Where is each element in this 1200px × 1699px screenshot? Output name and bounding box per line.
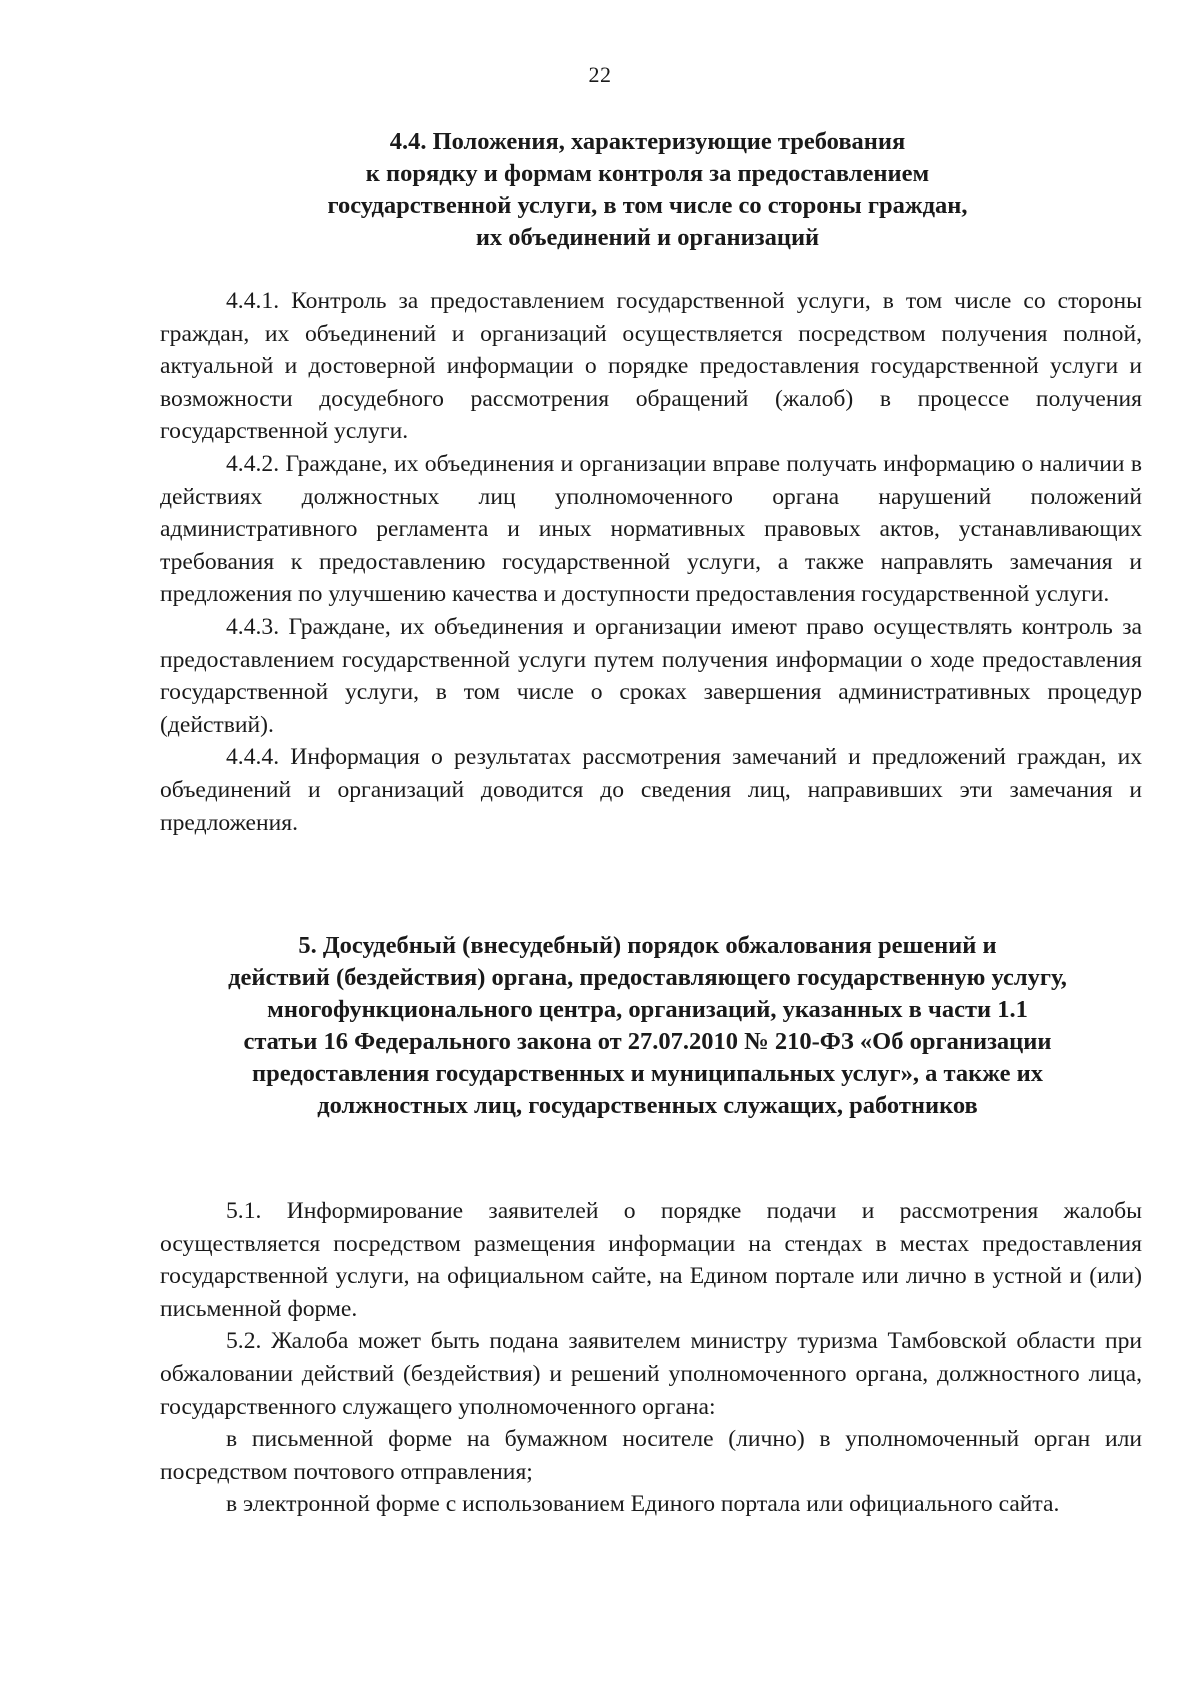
- heading-line: их объединений и организаций: [475, 224, 820, 251]
- paragraph-4-4-4: 4.4.4. Информация о результатах рассмотрения замечаний и предложений граждан, их объединений и организаций доводится до сведения лиц, направивших эти замечания и предложения.: [160, 744, 1142, 836]
- heading-line: действий (бездействия) органа, предоставляющего государственную услугу,: [228, 964, 1067, 991]
- section-4-4-body: [160, 285, 1142, 839]
- page-number: 22: [588, 62, 612, 87]
- section-4-4-heading: [150, 126, 1145, 254]
- section-5-body: [160, 1195, 1142, 1521]
- paragraph-5-2-written: в письменной форме на бумажном носителе (лично) в уполномоченный орган или посредством почтового отправления;: [160, 1426, 1142, 1485]
- heading-line: должностных лиц, государственных служащих, работников: [317, 1092, 978, 1119]
- paragraph-5-1: 5.1. Информирование заявителей о порядке подачи и рассмотрения жалобы осуществляется посредством размещения информации на стендах в местах предоставления государственной услуги, на официальном сайте, на Едином портале или лично в устной и (или) письменной форме.: [160, 1198, 1142, 1322]
- paragraph-4-4-1: 4.4.1. Контроль за предоставлением государственной услуги, в том числе со стороны граждан, их объединений и организаций осуществляется посредством получения полной, актуальной и достоверной информации о порядке предоставления государственной услуги и возможности досудебного рассмотрения обращений (жалоб) в процессе получения государственной услуги.: [160, 288, 1142, 445]
- paragraph-5-2: 5.2. Жалоба может быть подана заявителем министру туризма Тамбовской области при обжаловании действий (бездействия) и решений уполномоченного органа, должностного лица, государственного служащего уполномоченного органа:: [160, 1328, 1142, 1420]
- heading-line: 4.4. Положения, характеризующие требования: [389, 128, 906, 155]
- paragraph-4-4-3: 4.4.3. Граждане, их объединения и организации имеют право осуществлять контроль за предоставлением государственной услуги путем получения информации о ходе предоставления государственной услуги, в том числе о сроках завершения административных процедур (действий).: [160, 613, 1142, 738]
- heading-line: предоставления государственных и муниципальных услуг», а также их: [252, 1060, 1043, 1087]
- heading-line: государственной услуги, в том числе со стороны граждан,: [327, 192, 968, 219]
- heading-line: 5. Досудебный (внесудебный) порядок обжалования решений и: [298, 932, 997, 959]
- paragraph-5-2-electronic: в электронной форме с использованием Единого портала или официального сайта.: [226, 1491, 1060, 1518]
- heading-line: многофункционального центра, организаций, указанных в части 1.1: [267, 996, 1028, 1023]
- heading-line: статьи 16 Федерального закона от 27.07.2010 № 210-ФЗ «Об организации: [243, 1028, 1052, 1055]
- section-5-heading: [150, 930, 1145, 1122]
- heading-line: к порядку и формам контроля за предоставлением: [365, 160, 930, 187]
- paragraph-4-4-2: 4.4.2. Граждане, их объединения и организации вправе получать информацию о наличии в действиях должностных лиц уполномоченного органа нарушений положений административного регламента и иных нормативных правовых актов, устанавливающих требования к предоставлению государственной услуги, а также направлять замечания и предложения по улучшению качества и доступности предоставления государственной услуги.: [160, 450, 1142, 608]
